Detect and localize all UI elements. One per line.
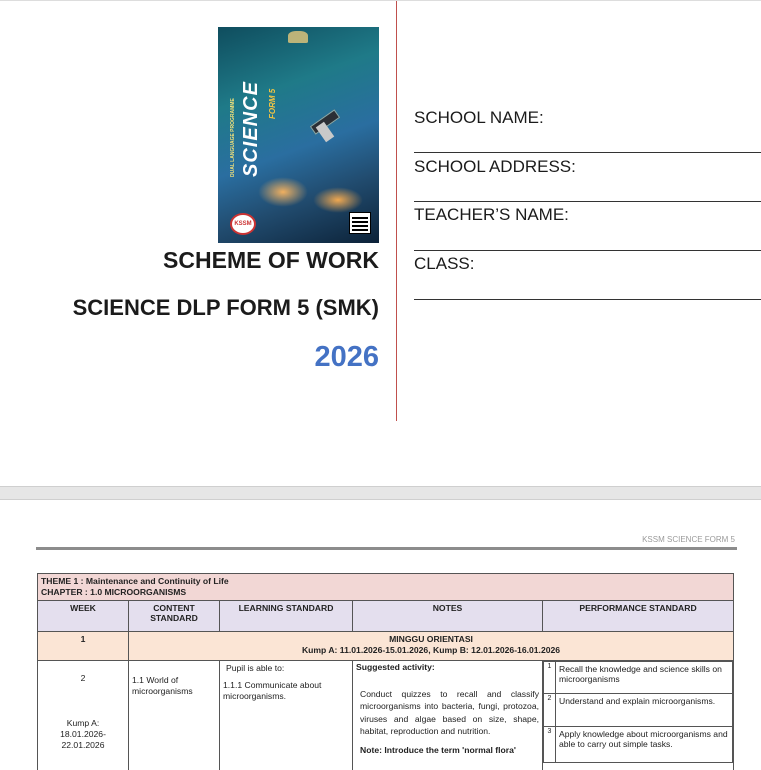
book-cover-image [218,27,379,243]
scheme-table [37,573,734,770]
teacher-name-field[interactable] [414,205,761,225]
list-item: 1 Recall the knowledge and science skills on microorganisms [544,662,733,694]
theme-title: THEME 1 : Maintenance and Continuity of Life [41,576,229,586]
week-number: 1 [38,632,129,661]
theme-row [38,574,734,601]
performance-list [543,661,733,763]
document-subtitle: SCIENCE DLP FORM 5 (SMK) [72,295,379,320]
document-year: 2026 [314,341,379,373]
orientation-dates: Kump A: 11.01.2026-15.01.2026, Kump B: 12.01.2026-16.01.2026 [301,645,561,655]
notes-note: Note: Introduce the term 'normal flora' [360,744,516,755]
field-label: CLASS: [414,254,475,273]
qr-code-icon [350,213,370,233]
notes-body: Conduct quizzes to recall and classify microorganisms into bacteria, fungi, protozoa, viruses and algae based on size, shape, habitat, reproduction and nutrition. [360,688,539,736]
field-label: TEACHER’S NAME: [414,205,569,224]
page-gap [0,486,761,500]
column-header: PERFORMANCE STANDARD [543,601,734,632]
table-header-row [38,601,734,632]
content-standard: 1.1 World of microorganisms [129,661,220,770]
school-name-field[interactable] [414,108,761,128]
book-program-label: DUAL LANGUAGE PROGRAMME [230,98,236,177]
running-header: KSSM SCIENCE FORM 5 [642,535,735,544]
vertical-divider [396,1,397,421]
field-label: SCHOOL NAME: [414,108,544,127]
document-title: SCHEME OF WORK [163,247,379,273]
week-dates: Kump A: 18.01.2026- 22.01.2026 [60,718,106,750]
class-field[interactable] [414,254,761,274]
book-title-label: SCIENCE [240,81,262,177]
learning-standard: 1.1.1 Communicate about microorganisms. [223,680,322,701]
school-address-field[interactable] [414,157,761,177]
chapter-title: CHAPTER : 1.0 MICROORGANISMS [41,587,187,597]
column-header: LEARNING STANDARD [220,601,353,632]
week-number: 2 [80,673,86,683]
crest-icon [288,31,308,43]
column-header: WEEK [38,601,129,632]
kssm-badge: KSSM [230,213,256,235]
scheme-page [0,500,761,770]
column-header: NOTES [353,601,543,632]
table-row [38,661,734,770]
list-item: 2 Understand and explain microorganisms. [544,694,733,727]
column-header: CONTENT STANDARD [129,601,220,632]
orientation-title: MINGGU ORIENTASI [389,634,473,644]
notes-heading: Suggested activity: [356,662,435,672]
table-row [38,632,734,661]
header-rule [36,547,737,550]
field-label: SCHOOL ADDRESS: [414,157,576,176]
learning-intro: Pupil is able to: [226,663,285,673]
book-form-label: FORM 5 [268,88,277,119]
list-item: 3 Apply knowledge about microorganisms and able to carry out simple tasks. [544,727,733,763]
